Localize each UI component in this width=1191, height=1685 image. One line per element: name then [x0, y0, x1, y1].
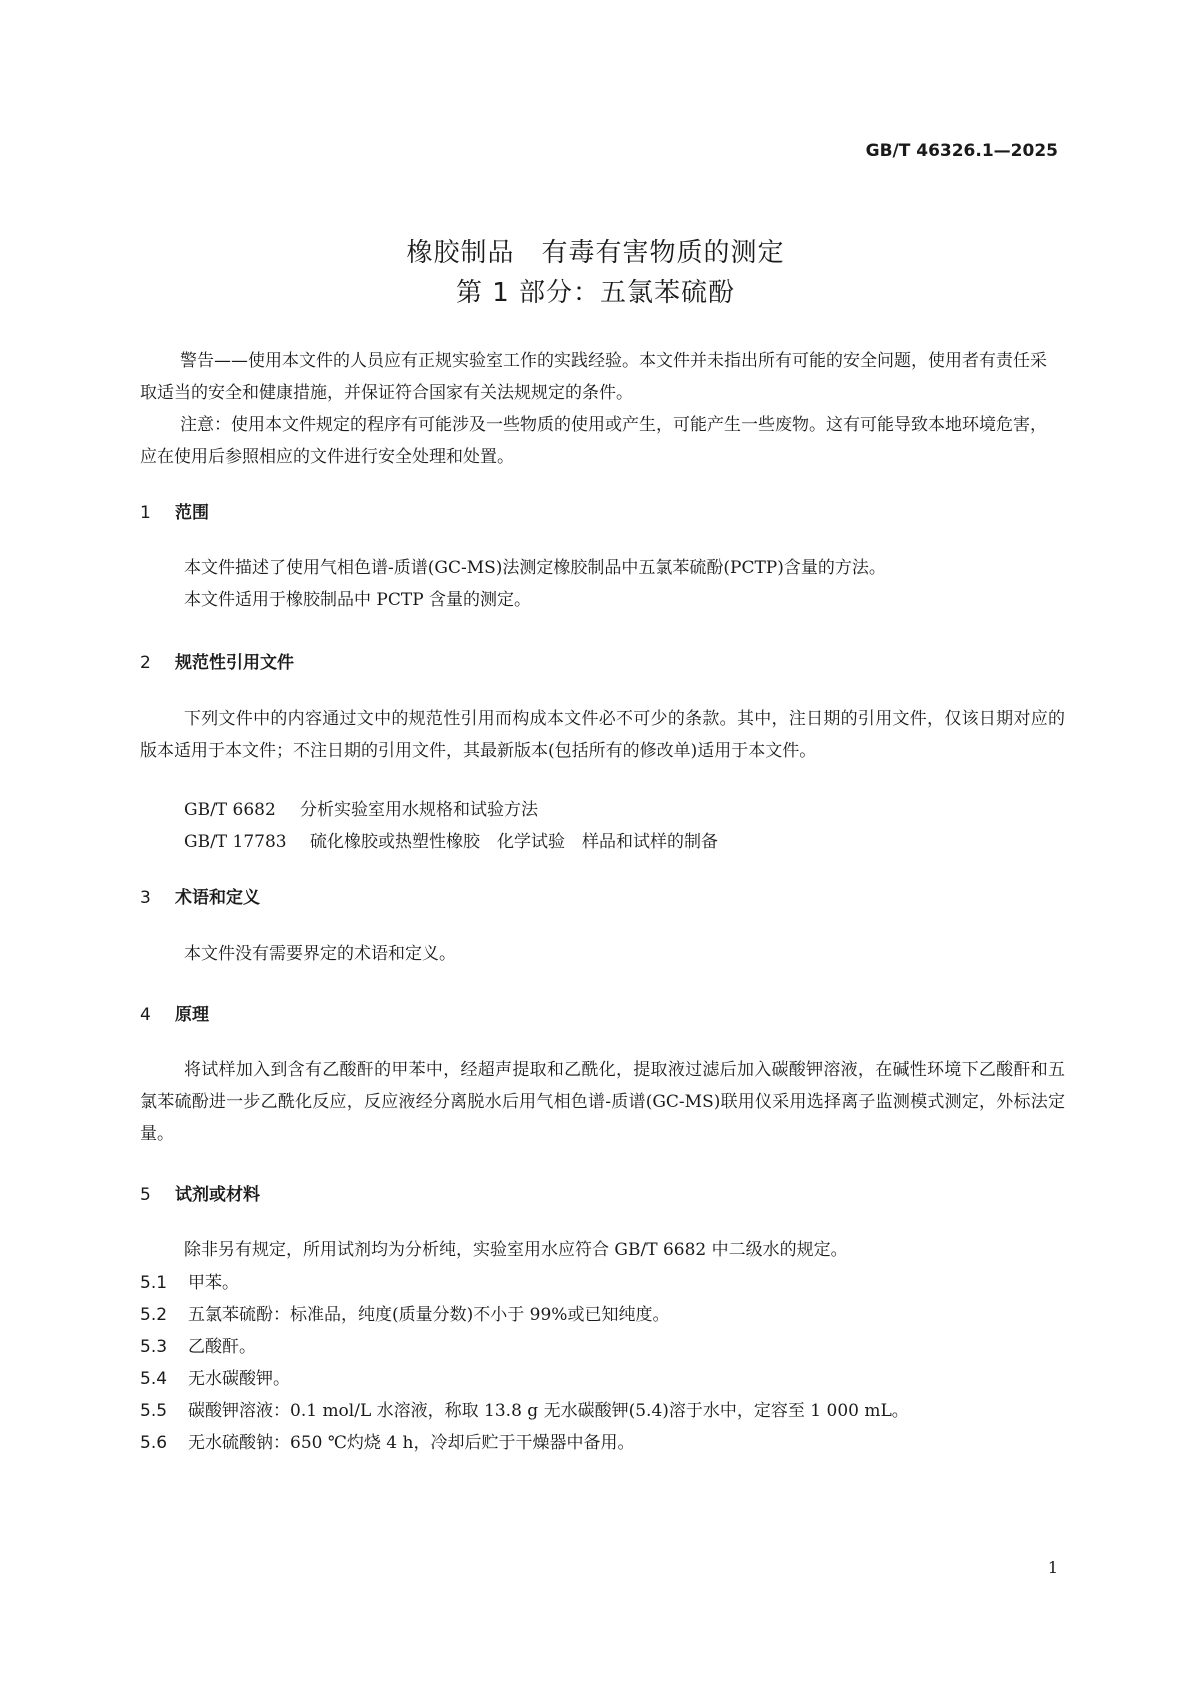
paragraph: 本文件没有需要界定的术语和定义。 — [184, 944, 456, 964]
item-number: 5.3 — [140, 1337, 168, 1357]
section-1-body — [140, 552, 1065, 616]
section-number: 2 — [140, 653, 151, 673]
paragraph: 下列文件中的内容通过文中的规范性引用而构成本文件必不可少的条款。其中，注日期的引用文件，仅该日期对应的版本适用于本文件；不注日期的引用文件，其最新版本(包括所有的修改单)适用于本文件。 — [140, 709, 1065, 761]
section-title: 范围 — [175, 503, 209, 523]
list-item — [140, 1332, 256, 1357]
list-item — [140, 1300, 669, 1325]
item-number: 5.2 — [140, 1305, 168, 1325]
list-item — [140, 1364, 290, 1389]
section-title: 术语和定义 — [175, 888, 260, 908]
normative-reference — [184, 795, 538, 820]
document-title-line2: 第 1 部分：五氯苯硫酚 — [455, 278, 736, 308]
item-text: 碳酸钾溶液：0.1 mol/L 水溶液，称取 13.8 g 无水碳酸钾(5.4)溶于水中，定容至 1 000 mL。 — [188, 1401, 909, 1421]
section-heading-1 — [140, 498, 209, 523]
item-number: 5.4 — [140, 1369, 168, 1389]
section-heading-4 — [140, 1000, 209, 1025]
page-number: 1 — [1047, 1558, 1058, 1577]
reference-code: GB/T 6682 — [184, 800, 276, 820]
item-number: 5.6 — [140, 1433, 168, 1453]
section-4-body — [140, 1054, 1065, 1150]
section-3-body — [140, 938, 1065, 970]
item-text: 五氯苯硫酚：标准品，纯度(质量分数)不小于 99%或已知纯度。 — [188, 1305, 670, 1325]
item-number: 5.5 — [140, 1401, 168, 1421]
item-number: 5.1 — [140, 1273, 168, 1293]
section-number: 4 — [140, 1005, 151, 1025]
section-title: 试剂或材料 — [175, 1185, 260, 1205]
item-text: 无水碳酸钾。 — [188, 1369, 290, 1389]
section-5-body — [140, 1234, 1065, 1266]
section-2-body — [140, 703, 1065, 767]
list-item — [140, 1428, 634, 1453]
section-heading-3 — [140, 883, 260, 908]
paragraph: 本文件描述了使用气相色谱-质谱(GC-MS)法测定橡胶制品中五氯苯硫酚(PCTP)含量的方法。 — [184, 558, 886, 578]
warning-paragraph: 警告——使用本文件的人员应有正规实验室工作的实践经验。本文件并未指出所有可能的安全问题，使用者有责任采取适当的安全和健康措施，并保证符合国家有关法规规定的条件。 — [140, 351, 1047, 403]
paragraph: 除非另有规定，所用试剂均为分析纯，实验室用水应符合 GB/T 6682 中二级水的规定。 — [184, 1240, 848, 1260]
item-text: 甲苯。 — [188, 1273, 239, 1293]
warning-block — [140, 345, 1059, 473]
item-text: 乙酸酐。 — [188, 1337, 256, 1357]
document-title-line1: 橡胶制品 有毒有害物质的测定 — [406, 238, 785, 268]
section-number: 1 — [140, 503, 151, 523]
section-number: 5 — [140, 1185, 151, 1205]
paragraph: 将试样加入到含有乙酸酐的甲苯中，经超声提取和乙酰化，提取液过滤后加入碳酸钾溶液，在碱性环境下乙酸酐和五氯苯硫酚进一步乙酰化反应，反应液经分离脱水后用气相色谱-质谱(GC-MS)联用仪采用选择离子监测模式测定，外标法定量。 — [140, 1060, 1065, 1144]
section-title: 原理 — [175, 1005, 209, 1025]
normative-reference — [184, 827, 718, 852]
paragraph: 本文件适用于橡胶制品中 PCTP 含量的测定。 — [184, 590, 532, 610]
section-title: 规范性引用文件 — [175, 653, 294, 673]
caution-paragraph: 注意：使用本文件规定的程序有可能涉及一些物质的使用或产生，可能产生一些废物。这有可能导致本地环境危害，应在使用后参照相应的文件进行安全处理和处置。 — [140, 415, 1047, 467]
item-text: 无水硫酸钠：650 ℃灼烧 4 h，冷却后贮于干燥器中备用。 — [188, 1433, 635, 1453]
reference-title: 硫化橡胶或热塑性橡胶 化学试验 样品和试样的制备 — [310, 832, 718, 852]
reference-code: GB/T 17783 — [184, 832, 287, 852]
section-heading-2 — [140, 648, 294, 673]
list-item — [140, 1396, 909, 1421]
reference-title: 分析实验室用水规格和试验方法 — [300, 800, 538, 820]
section-heading-5 — [140, 1180, 260, 1205]
section-number: 3 — [140, 888, 151, 908]
standard-code: GB/T 46326.1—2025 — [865, 141, 1058, 161]
list-item — [140, 1268, 239, 1293]
